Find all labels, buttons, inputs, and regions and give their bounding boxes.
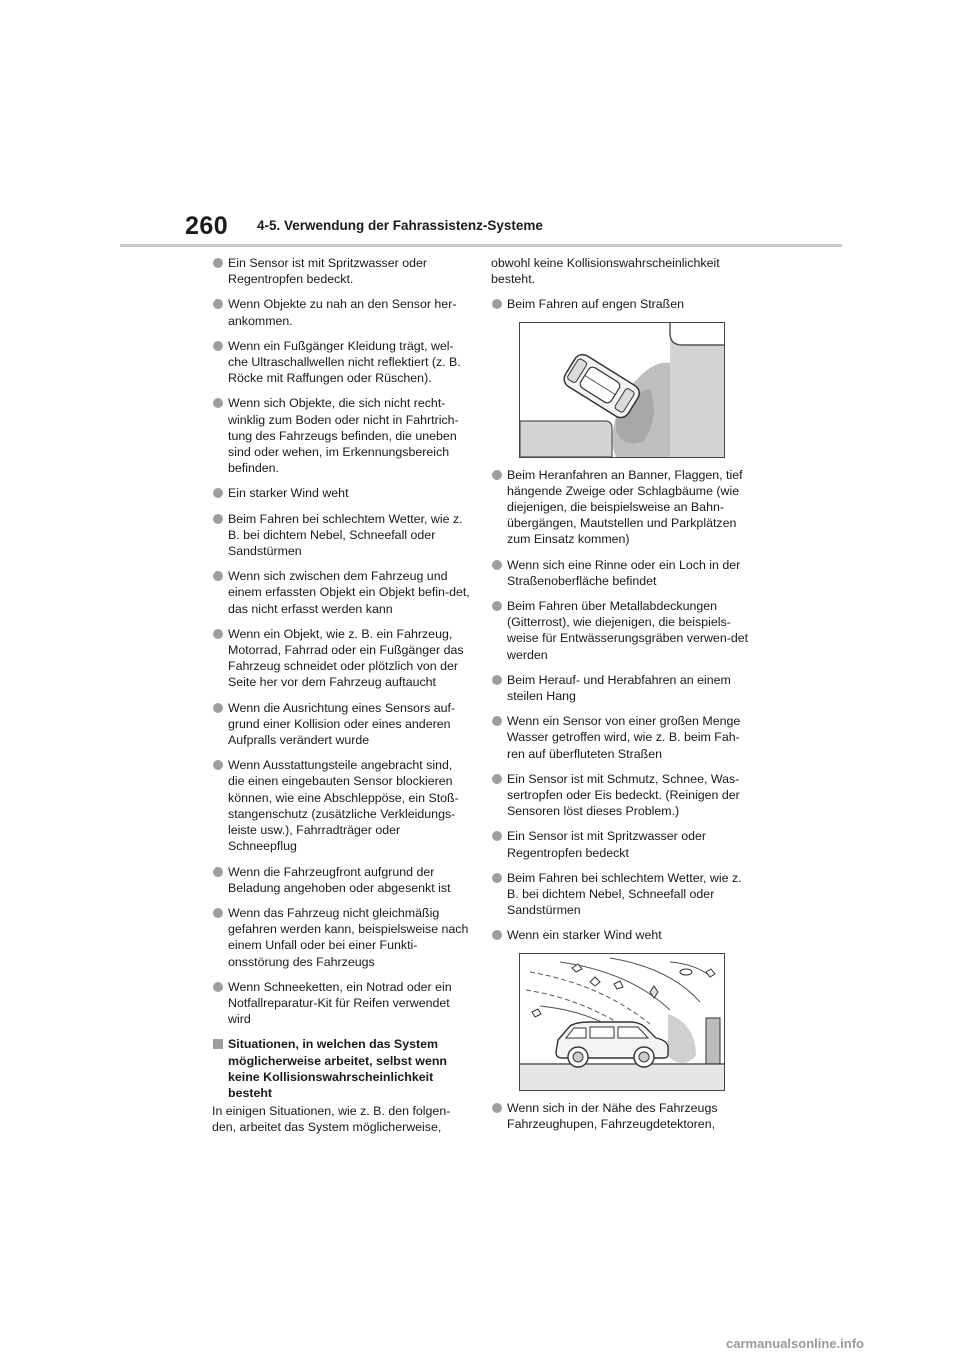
section-heading: Situationen, in welchen das System möglicherweise arbeitet, selbst wenn keine Kollisionswahrscheinlichkeit besteht — [212, 1036, 470, 1101]
page-number: 260 — [185, 212, 229, 240]
list-item: Wenn sich Objekte, die sich nicht recht-winklig zum Boden oder nicht in Fahrtrich-tung des Fahrzeugs befinden, die uneben sind oder wehen, im Erkennungsbereich befinden. — [212, 395, 470, 476]
list-item: Wenn ein Objekt, wie z. B. ein Fahrzeug, Motorrad, Fahrrad oder ein Fußgänger das Fahrzeug schneidet oder plötzlich von der Seite her vor dem Fahrzeug auftaucht — [212, 626, 470, 691]
list-item: Wenn Ausstattungsteile angebracht sind, die einen eingebauten Sensor blockieren können, wie eine Abschleppöse, ein Stoß-stangenschutz (zusätzliche Verkleidungs-leiste usw.), Fahrradträger oder Schneepflug — [212, 757, 470, 854]
narrow-road-drawing — [520, 323, 724, 457]
list-item: Wenn sich in der Nähe des Fahrzeugs Fahrzeughupen, Fahrzeugdetektoren, — [491, 1100, 749, 1132]
left-column — [212, 255, 470, 1145]
list-item: Ein Sensor ist mit Spritzwasser oder Regentropfen bedeckt — [491, 828, 749, 860]
list-item: Wenn die Fahrzeugfront aufgrund der Beladung angehoben oder abgesenkt ist — [212, 864, 470, 896]
list-item: Beim Fahren bei schlechtem Wetter, wie z. B. bei dichtem Nebel, Schneefall oder Sandstürmen — [212, 511, 470, 560]
list-item: Wenn ein Fußgänger Kleidung trägt, wel-che Ultraschallwellen nicht reflektiert (z. B. Röcke mit Raffungen oder Rüschen). — [212, 338, 470, 387]
list-item: Wenn sich zwischen dem Fahrzeug und einem erfassten Objekt ein Objekt befin-det, das nicht erfasst werden kann — [212, 568, 470, 617]
chapter-title: 4-5. Verwendung der Fahrassistenz-Systeme — [257, 218, 543, 233]
right-column — [491, 255, 749, 1141]
list-item: Wenn das Fahrzeug nicht gleichmäßig gefahren werden kann, beispielsweise nach einem Unfall oder bei einer Funkti-onsstörung des Fahrzeugs — [212, 905, 470, 970]
strong-wind-illustration — [519, 953, 725, 1091]
list-item: Ein Sensor ist mit Spritzwasser oder Regentropfen bedeckt. — [212, 255, 470, 287]
list-item: Beim Heranfahren an Banner, Flaggen, tief hängende Zweige oder Schlagbäume (wie diejenigen, die beispielsweise an Bahn-übergängen, Mautstellen und Parkplätzen zum Einsatz kommen) — [491, 467, 749, 548]
list-item: Beim Fahren auf engen Straßen — [491, 296, 749, 312]
header-divider — [120, 244, 842, 247]
intro-paragraph: In einigen Situationen, wie z. B. den folgen-den, arbeitet das System möglicherweise, — [212, 1104, 451, 1135]
list-item: Ein Sensor ist mit Schmutz, Schnee, Was-sertropfen oder Eis bedeckt. (Reinigen der Sensoren löst dieses Problem.) — [491, 771, 749, 820]
list-item: Wenn Schneeketten, ein Notrad oder ein Notfallreparatur-Kit für Reifen verwendet wird — [212, 979, 470, 1028]
list-item: Wenn Objekte zu nah an den Sensor her-ankommen. — [212, 296, 470, 328]
list-item: Wenn ein Sensor von einer großen Menge Wasser getroffen wird, wie z. B. beim Fah-ren auf überfluteten Straßen — [491, 713, 749, 762]
watermark: carmanualsonline.info — [726, 1336, 864, 1351]
strong-wind-drawing — [520, 954, 724, 1090]
list-item: Beim Fahren bei schlechtem Wetter, wie z. B. bei dichtem Nebel, Schneefall oder Sandstürmen — [491, 870, 749, 919]
list-item: Beim Fahren über Metallabdeckungen (Gitterrost), wie diejenigen, die beispiels-weise für Entwässerungsgräben verwen-det werden — [491, 598, 749, 663]
narrow-road-illustration — [519, 322, 725, 458]
list-item: Wenn die Ausrichtung eines Sensors auf-grund einer Kollision oder eines anderen Aufpralls verändert wurde — [212, 700, 470, 749]
list-item: Wenn ein starker Wind weht — [491, 927, 749, 943]
list-item: Wenn sich eine Rinne oder ein Loch in der Straßenoberfläche befindet — [491, 557, 749, 589]
continuation-text: obwohl keine Kollisionswahrscheinlichkeit besteht. — [491, 256, 720, 287]
list-item: Beim Herauf- und Herabfahren an einem steilen Hang — [491, 672, 749, 704]
list-item: Ein starker Wind weht — [212, 485, 470, 501]
